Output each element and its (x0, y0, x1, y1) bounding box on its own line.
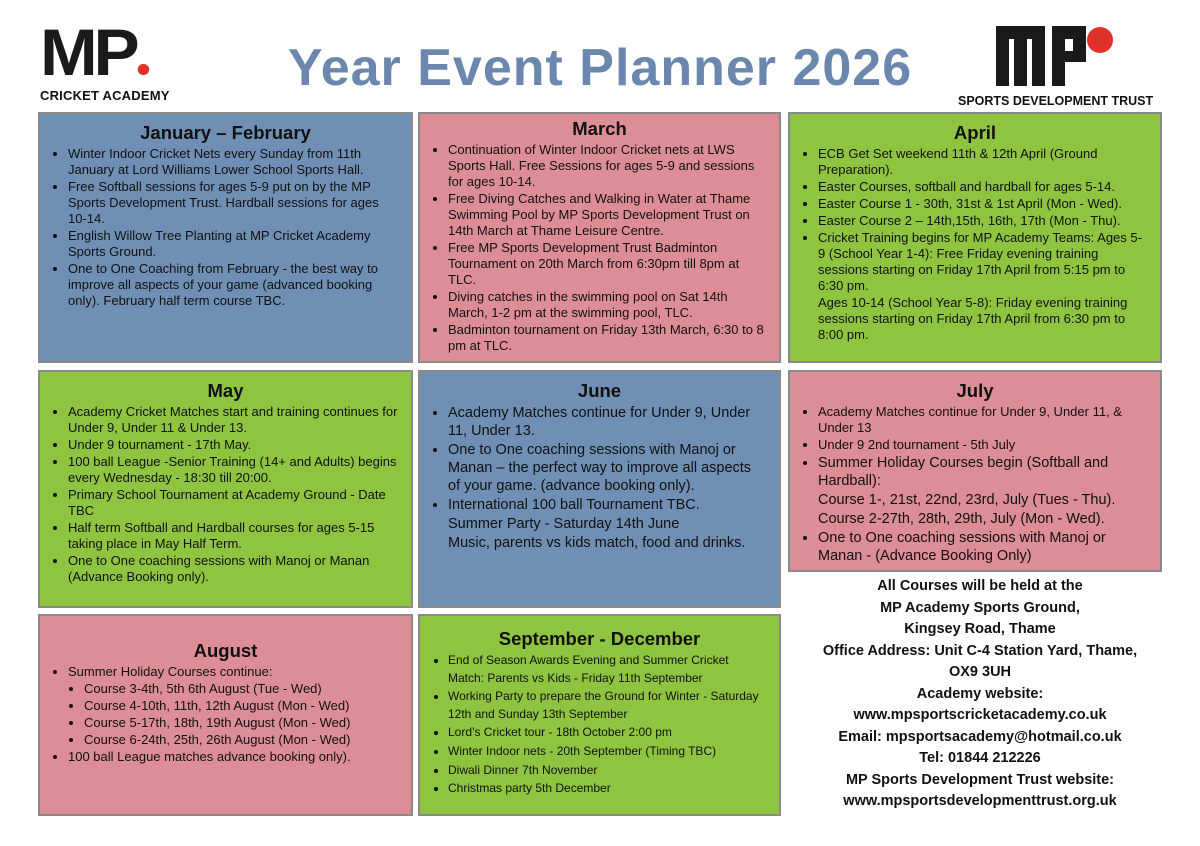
academy-website-link[interactable]: www.mpsportscricketacademy.co.uk (853, 707, 1107, 723)
list-item: • Academy Cricket Matches start and training continues for Under 9, Under 11 & Under 13. (68, 404, 399, 436)
list-item: • Free Diving Catches and Walking in Water at Thame Swimming Pool by MP Sports Development Trust on 14th March at Thame Leisure Centre. (448, 191, 767, 239)
panel-title: March (572, 118, 627, 139)
list-item: • Cricket Training begins for MP Academy Teams: Ages 5-9 (School Year 1-4): Free Friday evening training sessions starting on Friday 17th April from 5:15 pm to 6:30 pm. (818, 230, 1148, 294)
list-item: • Diwali Dinner 7th November (448, 762, 767, 780)
course-sublist (68, 681, 399, 748)
list-item: • Lord’s Cricket tour - 18th October 2:00 pm (448, 724, 767, 742)
list-item: • Course 6-24th, 25th, 26th August (Mon - Wed) (84, 732, 399, 748)
august-panel (38, 614, 413, 816)
list-item: • One to One Coaching from February - the best way to improve all aspects of your game (advanced booking only). February half term course TBC. (68, 261, 399, 309)
academy-website-label: Academy website: (916, 685, 1044, 702)
list-item: • Course 5-17th, 18th, 19th August (Mon - Wed) (84, 715, 399, 731)
event-list (52, 664, 399, 765)
mp-sports-development-trust-logo (958, 20, 1168, 110)
event-list (432, 404, 767, 552)
email-line[interactable]: Email: mpsportsacademy@hotmail.co.uk (838, 728, 1122, 745)
list-item: • Continuation of Winter Indoor Cricket nets at LWS Sports Hall. Free Sessions for ages 5-9 and sessions for ages 10-14. (448, 142, 767, 190)
list-item-continuation: Music, parents vs kids match, food and drinks. (448, 535, 746, 551)
list-item: • Course 4-10th, 11th, 12th August (Mon - Wed) (84, 698, 399, 714)
list-item: • Summer Holiday Courses continue: (68, 664, 399, 680)
list-item: • Course 3-4th, 5th 6th August (Tue - Wed) (84, 681, 399, 697)
jan-feb-panel (38, 112, 413, 363)
list-item: • Summer Holiday Courses begin (Softball and Hardball): (818, 454, 1148, 490)
list-item: • Free Softball sessions for ages 5-9 put on by the MP Sports Development Trust. Hardball sessions for ages 10-14. (68, 179, 399, 227)
march-panel (418, 112, 781, 363)
mp-cricket-academy-logo (40, 15, 170, 112)
list-item: • One to One coaching sessions with Manoj or Manan - (Advance Booking Only) (818, 529, 1148, 565)
list-item: • Christmas party 5th December (448, 780, 767, 798)
list-item: • Badminton tournament on Friday 13th March, 6:30 to 8 pm at TLC. (448, 322, 767, 354)
venue-line: MP Academy Sports Ground, (880, 599, 1080, 616)
office-address: Office Address: Unit C-4 Station Yard, Thame, (822, 642, 1138, 659)
event-list (52, 146, 399, 309)
list-item: • Academy Matches continue for Under 9, Under 11, Under 13. (448, 404, 767, 440)
logo-subtitle: SPORTS DEVELOPMENT TRUST (958, 94, 1154, 108)
june-panel (418, 370, 781, 608)
list-item: • International 100 ball Tournament TBC. (448, 496, 767, 514)
list-item: • End of Season Awards Evening and Summer Cricket Match: Parents vs Kids - Friday 11th September (448, 652, 767, 687)
april-panel (788, 112, 1162, 363)
list-item: • Diving catches in the swimming pool on Sat 14th March, 1-2 pm at the swimming pool, TLC. (448, 289, 767, 321)
course-sublist-wrapper (68, 681, 399, 748)
list-item: • 100 ball League -Senior Training (14+ and Adults) begins every Wednesday - 18:30 till 20:00. (68, 454, 399, 486)
trust-website-label: MP Sports Development Trust website: (845, 771, 1115, 788)
may-panel (38, 370, 413, 608)
list-item: • ECB Get Set weekend 11th & 12th April (Ground Preparation). (818, 146, 1148, 178)
event-list (802, 404, 1148, 565)
list-item: • Easter Courses, softball and hardball for ages 5-14. (818, 179, 1148, 195)
logo-subtitle: CRICKET ACADEMY (40, 88, 170, 103)
panel-title: January – February (140, 122, 311, 143)
logo-mark-icon (958, 20, 1118, 90)
panel-title: July (956, 380, 994, 401)
panel-title: April (953, 122, 997, 143)
list-item: • 100 ball League matches advance booking only). (68, 749, 399, 765)
list-item: • Easter Course 1 - 30th, 31st & 1st April (Mon - Wed). (818, 196, 1148, 212)
list-item: • Free MP Sports Development Trust Badminton Tournament on 20th March from 6:30pm till 8pm at TLC. (448, 240, 767, 288)
list-item: • English Willow Tree Planting at MP Cricket Academy Sports Ground. (68, 228, 399, 260)
phone-line: Tel: 01844 212226 (919, 750, 1041, 766)
contact-info (795, 576, 1165, 813)
list-item: • Under 9 2nd tournament - 5th July (818, 437, 1148, 453)
logo-mark: MP (40, 22, 177, 82)
panel-title: June (577, 380, 622, 401)
trust-website-link[interactable]: www.mpsportsdevelopmenttrust.org.uk (843, 793, 1117, 809)
list-item: • Easter Course 2 – 14th,15th, 16th, 17th (Mon - Thu). (818, 213, 1148, 229)
list-item: • One to One coaching sessions with Manoj or Manan – the perfect way to improve all aspects of your game. (advance booking only). (448, 441, 767, 495)
page-title: Year Event Planner 2026 (287, 39, 913, 97)
list-item: • Primary School Tournament at Academy Ground - Date TBC (68, 487, 399, 519)
venue-line: All Courses will be held at the (877, 578, 1083, 594)
event-list (432, 142, 767, 354)
venue-line: Kingsey Road, Thame (904, 621, 1056, 637)
logo-dot (138, 64, 150, 75)
list-item-continuation: Summer Party - Saturday 14th June (448, 516, 680, 532)
event-list (432, 652, 767, 798)
list-item: • One to One coaching sessions with Manoj or Manan (Advance Booking only). (68, 553, 399, 585)
list-item-continuation: Course 2-27th, 28th, 29th, July (Mon - Wed). (818, 511, 1105, 527)
list-item: • Half term Softball and Hardball courses for ages 5-15 taking place in May Half Term. (68, 520, 399, 552)
list-item-continuation: Ages 10-14 (School Year 5-8): Friday evening training sessions starting on Friday 17th April from 6:30 pm to 8:00 pm. (818, 295, 1128, 342)
july-panel (788, 370, 1162, 572)
event-list (52, 404, 399, 585)
list-item: • Working Party to prepare the Ground for Winter - Saturday 12th and Sunday 13th September (448, 688, 767, 723)
list-item: • Academy Matches continue for Under 9, Under 11, & Under 13 (818, 404, 1148, 436)
event-list (802, 146, 1148, 343)
panel-title: May (207, 380, 244, 401)
list-item: • Winter Indoor nets - 20th September (Timing TBC) (448, 743, 767, 761)
panel-title: September - December (498, 628, 701, 649)
list-item: • Winter Indoor Cricket Nets every Sunday from 11th January at Lord Williams Lower School Sports Hall. (68, 146, 399, 178)
list-item-continuation: Course 1-, 21st, 22nd, 23rd, July (Tues - Thu). (818, 492, 1116, 508)
office-postcode: OX9 3UH (948, 664, 1012, 680)
list-item: • Under 9 tournament - 17th May. (68, 437, 399, 453)
sep-dec-panel (418, 614, 781, 816)
panel-title: August (193, 640, 258, 661)
